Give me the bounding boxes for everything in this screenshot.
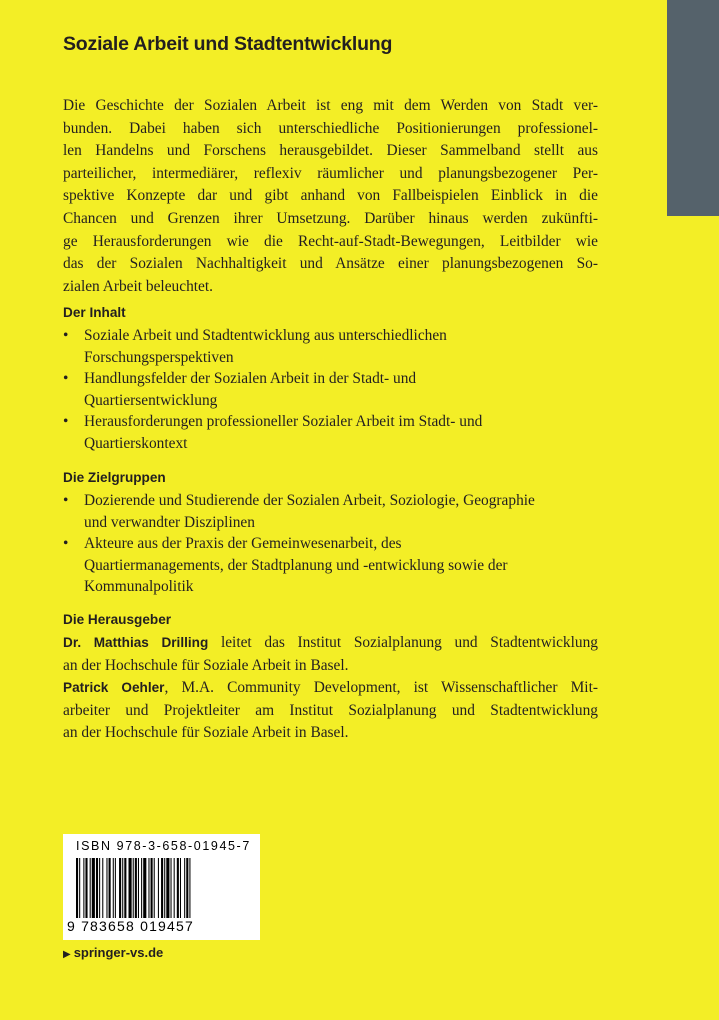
list-item-text: Soziale Arbeit und Stadtentwicklung aus unterschiedlichen — [84, 327, 447, 344]
book-title: Soziale Arbeit und Stadtentwicklung — [63, 33, 393, 55]
barcode-bar — [113, 858, 114, 918]
bullet-icon: • — [63, 370, 69, 388]
editor-bio-1-line-1: leitet das Institut Sozialplanung und Stadtentwicklung — [208, 634, 598, 651]
list-item-text: Handlungsfelder der Sozialen Arbeit in der Stadt- und — [84, 370, 417, 388]
barcode-digits: 9 783658 019457 — [67, 918, 194, 934]
list-item-text: Quartiersentwicklung — [84, 391, 218, 409]
bullet-icon: • — [63, 492, 69, 509]
inhalt-list — [63, 325, 623, 455]
barcode-bar — [143, 858, 146, 918]
barcode-bar — [83, 858, 84, 918]
barcode-bar — [79, 858, 80, 918]
barcode-bar — [148, 858, 149, 918]
intro-line: ge Herausforderungen wie die Recht-auf-Stadt-Bewegungen, Leitbilder wie — [63, 232, 598, 250]
barcode-bar — [186, 858, 188, 918]
editor-bio-2-line-1: , M.A. Community Development, ist Wissenschaftlicher Mit- — [164, 679, 598, 697]
barcode-bar — [102, 858, 103, 918]
barcode-bar — [109, 858, 111, 918]
intro-line: das der Sozialen Nachhaltigkeit und Ansätze einer planungsbezogenen So- — [63, 255, 598, 273]
barcode-bar — [158, 858, 159, 918]
barcode-bar — [106, 858, 107, 918]
barcode-bar — [174, 858, 175, 918]
section-heading-zielgruppen: Die Zielgruppen — [63, 470, 166, 485]
list-item-text: Kommunalpolitik — [84, 578, 194, 596]
barcode-bar — [138, 858, 139, 918]
list-item-text: und verwandter Disziplinen — [84, 513, 255, 531]
zielgruppen-list — [63, 490, 623, 598]
bullet-icon: • — [63, 327, 69, 344]
list-item — [63, 411, 623, 454]
intro-line: spektive Konzepte dar und gibt anhand von Fallbeispielen Einblick in die — [63, 187, 598, 205]
barcode-bar — [184, 858, 185, 918]
isbn-barcode — [63, 834, 260, 940]
barcode-bar — [177, 858, 179, 918]
list-item-text: Akteure aus der Praxis der Gemeinwesenarbeit, des — [84, 535, 402, 553]
intro-line: Chancen und Grenzen ihrer Umsetzung. Darüber hinaus werden zukünfti- — [63, 209, 598, 227]
bullet-icon: • — [63, 413, 69, 431]
barcode-bar — [85, 858, 87, 918]
section-herausgeber — [63, 610, 598, 745]
barcode-bar — [119, 858, 121, 918]
barcode-bar — [133, 858, 134, 918]
editor-bio-1 — [63, 632, 598, 677]
list-item — [63, 490, 623, 533]
list-item-text: Quartierskontext — [84, 434, 188, 452]
intro-paragraph — [63, 95, 598, 298]
editor-bio-1-line-2: an der Hochschule für Soziale Arbeit in Basel. — [63, 656, 349, 674]
intro-line: zialen Arbeit beleuchtet. — [63, 277, 213, 295]
list-item-text: Dozierende und Studierende der Sozialen Arbeit, Soziologie, Geographie — [84, 492, 535, 509]
section-inhalt — [63, 303, 623, 455]
side-color-tab — [667, 0, 719, 216]
list-item-text: Herausforderungen professioneller Sozialer Arbeit im Stadt- und — [84, 413, 483, 431]
list-item-text: Quartiermanagements, der Stadtplanung und -entwicklung sowie der — [84, 556, 508, 574]
barcode-bar — [171, 858, 172, 918]
barcode-bar — [129, 858, 132, 918]
editor-name-1: Dr. Matthias Drilling — [63, 635, 209, 650]
list-item — [63, 533, 623, 598]
barcode-bar — [90, 858, 91, 918]
barcode-bars — [76, 858, 248, 920]
list-item — [63, 368, 623, 411]
barcode-bar — [166, 858, 169, 918]
list-item-text: Forschungsperspektiven — [84, 348, 234, 366]
isbn-text: ISBN 978-3-658-01945-7 — [76, 839, 251, 853]
barcode-bar — [161, 858, 163, 918]
section-heading-herausgeber: Die Herausgeber — [63, 612, 172, 627]
barcode-bar — [124, 858, 126, 918]
editor-name-2: Patrick Oehler — [63, 680, 165, 696]
editor-bio-2-line-2: arbeiter und Projektleiter am Institut Sozialplanung und Stadtentwicklung — [63, 701, 598, 719]
editor-bio-2-line-3: an der Hochschule für Soziale Arbeit in Basel. — [63, 724, 349, 742]
barcode-bar — [189, 858, 190, 918]
intro-line: parteilicher, intermediärer, reflexiv räumlicher und planungsbezogener Per- — [63, 164, 598, 182]
barcode-bar — [164, 858, 165, 918]
intro-line: len Handelns und Forschens herausgebildet. Dieser Sammelband stellt aus — [63, 142, 598, 160]
editor-bio-2 — [63, 677, 598, 745]
publisher-url: springer-vs.de — [73, 945, 164, 960]
barcode-bar — [96, 858, 98, 918]
arrow-right-icon: ▶ — [63, 949, 71, 960]
section-zielgruppen — [63, 468, 623, 598]
barcode-bar — [99, 858, 100, 918]
intro-line: bunden. Dabei haben sich unterschiedliche Positionierungen professionel- — [63, 119, 598, 137]
section-heading-inhalt: Der Inhalt — [63, 305, 126, 320]
barcode-bar — [151, 858, 153, 918]
bullet-icon: • — [63, 535, 69, 553]
barcode-bar — [92, 858, 95, 918]
intro-line: Die Geschichte der Sozialen Arbeit ist eng mit dem Werden von Stadt ver- — [63, 97, 598, 114]
barcode-bar — [154, 858, 155, 918]
barcode-bar — [141, 858, 142, 918]
barcode-bar — [115, 858, 116, 918]
barcode-bar — [180, 858, 181, 918]
barcode-bar — [76, 858, 78, 918]
barcode-bar — [135, 858, 137, 918]
list-item — [63, 325, 623, 368]
barcode-bar — [122, 858, 123, 918]
publisher-link[interactable] — [63, 945, 163, 960]
